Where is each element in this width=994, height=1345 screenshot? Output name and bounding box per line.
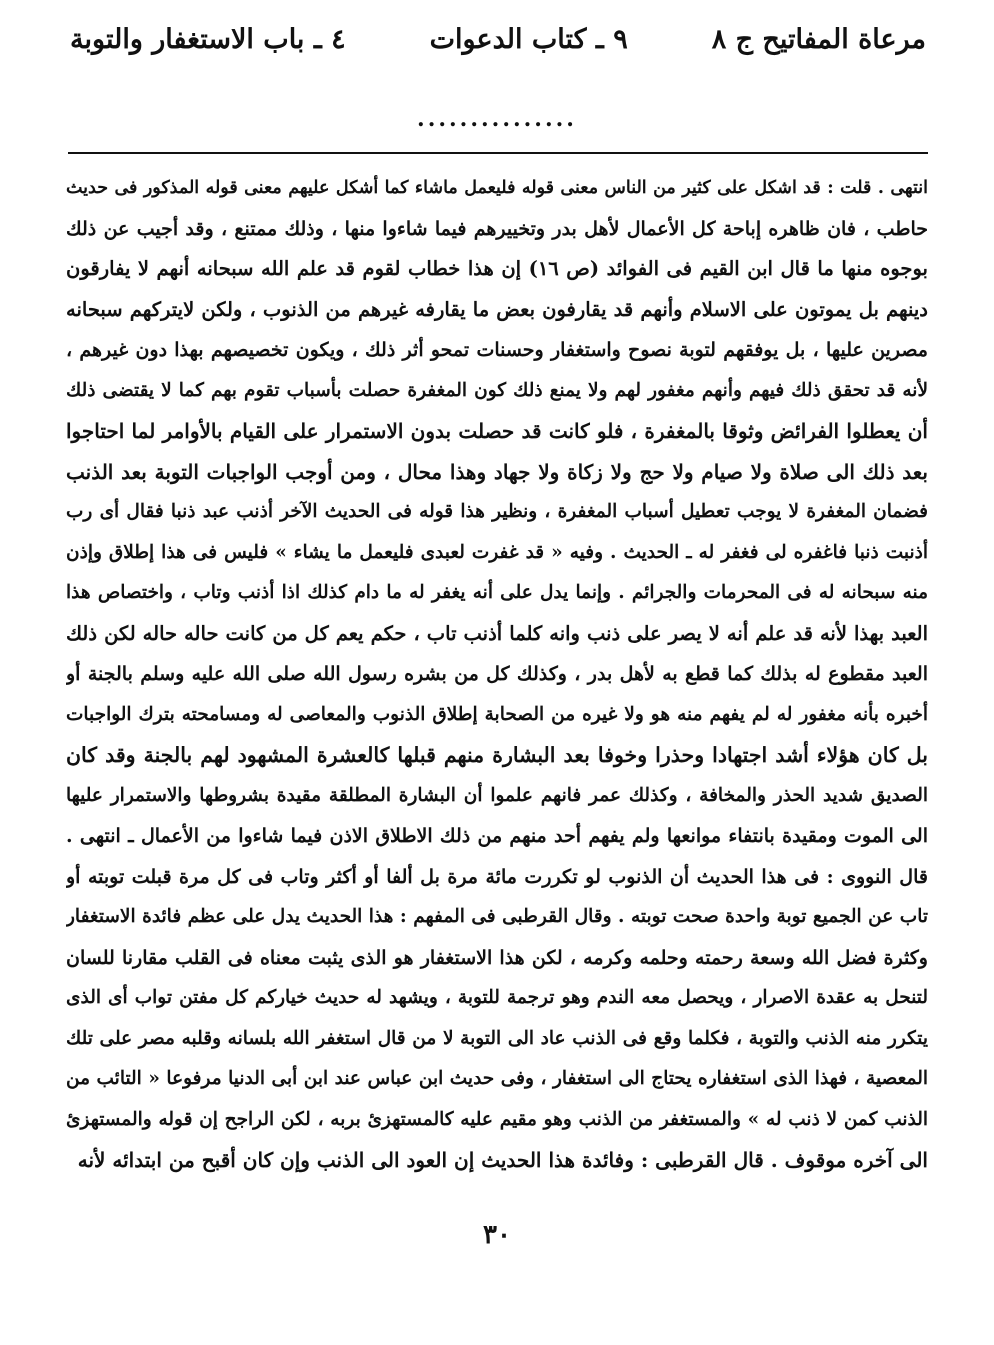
text-line: يتكرر منه الذنب والتوبة ، فكلما وقع فى الذنب عاد الى التوبة لا من قال استغفر الله بلسانه وقلبه مصر على تلك: [66, 1027, 928, 1049]
text-line: حاطب ، فان ظاهره إباحة كل الأعمال لأهل بدر وتخييرهم فيما شاءوا منها ، وذلك ممتنع ، وقد أجيب عن ذلك: [66, 217, 928, 240]
text-line: فضمان المغفرة لا يوجب تعطيل أسباب المغفرة ، ونظير هذا قوله فى الحديث الآخر أذنب عبد ذنبا فقال أى رب: [66, 501, 928, 522]
text-line: الى آخره موقوف . قال القرطبى : وفائدة هذا الحديث إن العود الى الذنب وإن كان أقبح من ابتدائه لأنه: [77, 1148, 928, 1172]
header-section: ٤ ـ باب الاستغفار والتوبة: [70, 23, 346, 55]
text-line: بل كان هؤلاء أشد اجتهادا وحذرا وخوفا بعد البشارة منهم قبلها كالعشرة المشهود لهم بالجنة وقد كان: [66, 743, 928, 767]
text-line: الصديق شديد الحذر والمخافة ، وكذلك عمر فانهم علموا أن البشارة المطلقة مقيدة بشروطها والاستمرار عليها: [66, 784, 928, 806]
text-line: تاب عن الجميع توبة واحدة صحت توبته . وقال القرطبى فى المفهم : هذا الحديث يدل على عظم فائدة الاستغفار: [66, 906, 928, 927]
page-number: ٣٠: [483, 1220, 511, 1250]
text-line: انتهى . قلت : قد اشكل على كثير من الناس معنى قوله فليعمل ماشاء كما أشكل عليهم معنى قوله المذكور فى حديث: [66, 178, 928, 198]
running-head: [70, 16, 926, 62]
text-line: الذنب كمن لا ذنب له » والمستغفر من الذنب وهو مقيم عليه كالمستهزئ بربه ، لكن الراجح إن قوله والمستهزئ: [66, 1108, 928, 1130]
header-chapter: ٩ ـ كتاب الدعوات: [429, 23, 628, 55]
dotted-ornament: ...............: [417, 106, 577, 132]
text-line: لتنحل به عقدة الاصرار ، ويحصل معه الندم وهو ترجمة للتوبة ، ويشهد له حديث خياركم كل مفتن تواب أى الذى: [66, 987, 928, 1008]
text-line: العبد بهذا لأنه قد علم أنه لا يصر على ذنب وانه كلما أذنب تاب ، حكم يعم كل من كانت حاله حاله لكن ذلك: [66, 621, 928, 645]
text-line: أذنبت ذنبا فاغفره لى فغفر له ـ الحديث . وفيه « قد غفرت لعبدى فليعمل ما يشاء » فليس فى هذا إطلاق وإذن: [66, 541, 928, 563]
text-line: قال النووى : فى هذا الحديث أن الذنوب لو تكررت مائة مرة بل ألفا أو أكثر وتاب فى كل مرة قبلت توبته أو: [66, 865, 928, 888]
text-line: أخبره بأنه مغفور له لم يفهم منه هو ولا غيره من الصحابة إطلاق الذنوب والمعاصى له ومسامحته بترك الواجبات: [66, 703, 928, 725]
text-line: الى الموت ومقيدة بانتفاء موانعها ولم يفهم أحد منهم من ذلك الاطلاق الاذن فيما شاءوا من الأعمال ـ انتهى .: [66, 825, 928, 847]
text-line: المعصية ، فهذا الذى استغفاره يحتاج الى استغفار ، وفى حديث ابن عباس عند ابن أبى الدنيا مرفوعا « التائب من: [66, 1068, 928, 1089]
text-line: بوجوه منها ما قال ابن القيم فى الفوائد (ص ١٦) إن هذا خطاب لقوم قد علم الله سبحانه أنهم لا يفارقون: [66, 257, 928, 280]
text-line: دينهم بل يموتون على الاسلام وأنهم قد يقارفون بعض ما يقارفه غيرهم من الذنوب ، ولكن لايتركهم سبحانه: [66, 297, 928, 321]
header-book-volume: مرعاة المفاتيح ج ٨: [711, 23, 926, 55]
horizontal-rule: [68, 152, 928, 154]
text-line: وكثرة فضل الله وسعة رحمته وحلمه وكرمه ، لكن هذا الاستغفار هو الذى يثبت معناه فى القلب مقارنا للسان: [66, 946, 928, 969]
text-line: أن يعطلوا الفرائض وثوقا بالمغفرة ، فلو كانت قد حصلت بدون الاستمرار على القيام بالأوامر لما احتاجوا: [66, 419, 928, 443]
text-line: مصرين عليها ، بل يوفقهم لتوبة نصوح واستغفار وحسنات تمحو أثر ذلك ، ويكون تخصيصهم بهذا دون غيرهم ،: [66, 339, 928, 361]
text-line: لأنه قد تحقق ذلك فيهم وأنهم مغفور لهم ولا يمنع ذلك كون المغفرة حصلت بأسباب تقوم بهم كما لا يقتضى ذلك: [66, 379, 928, 401]
text-line: منه سبحانه له فى المحرمات والجرائم . وإنما يدل على أنه يغفر له ما دام كذلك اذا أذنب وتاب ، واختصاص هذا: [66, 582, 928, 603]
commentary-body: [66, 168, 928, 1181]
text-line: بعد ذلك الى صلاة ولا صيام ولا حج ولا زكاة ولا جهاد وهذا محال ، ومن أوجب الواجبات التوبة بعد الذنب: [66, 459, 928, 484]
text-line: العبد مقطوع له بذلك كما قطع به لأهل بدر ، وكذلك كل من بشره رسول الله صلى الله عليه وسلم بالجنة أو: [66, 663, 928, 685]
